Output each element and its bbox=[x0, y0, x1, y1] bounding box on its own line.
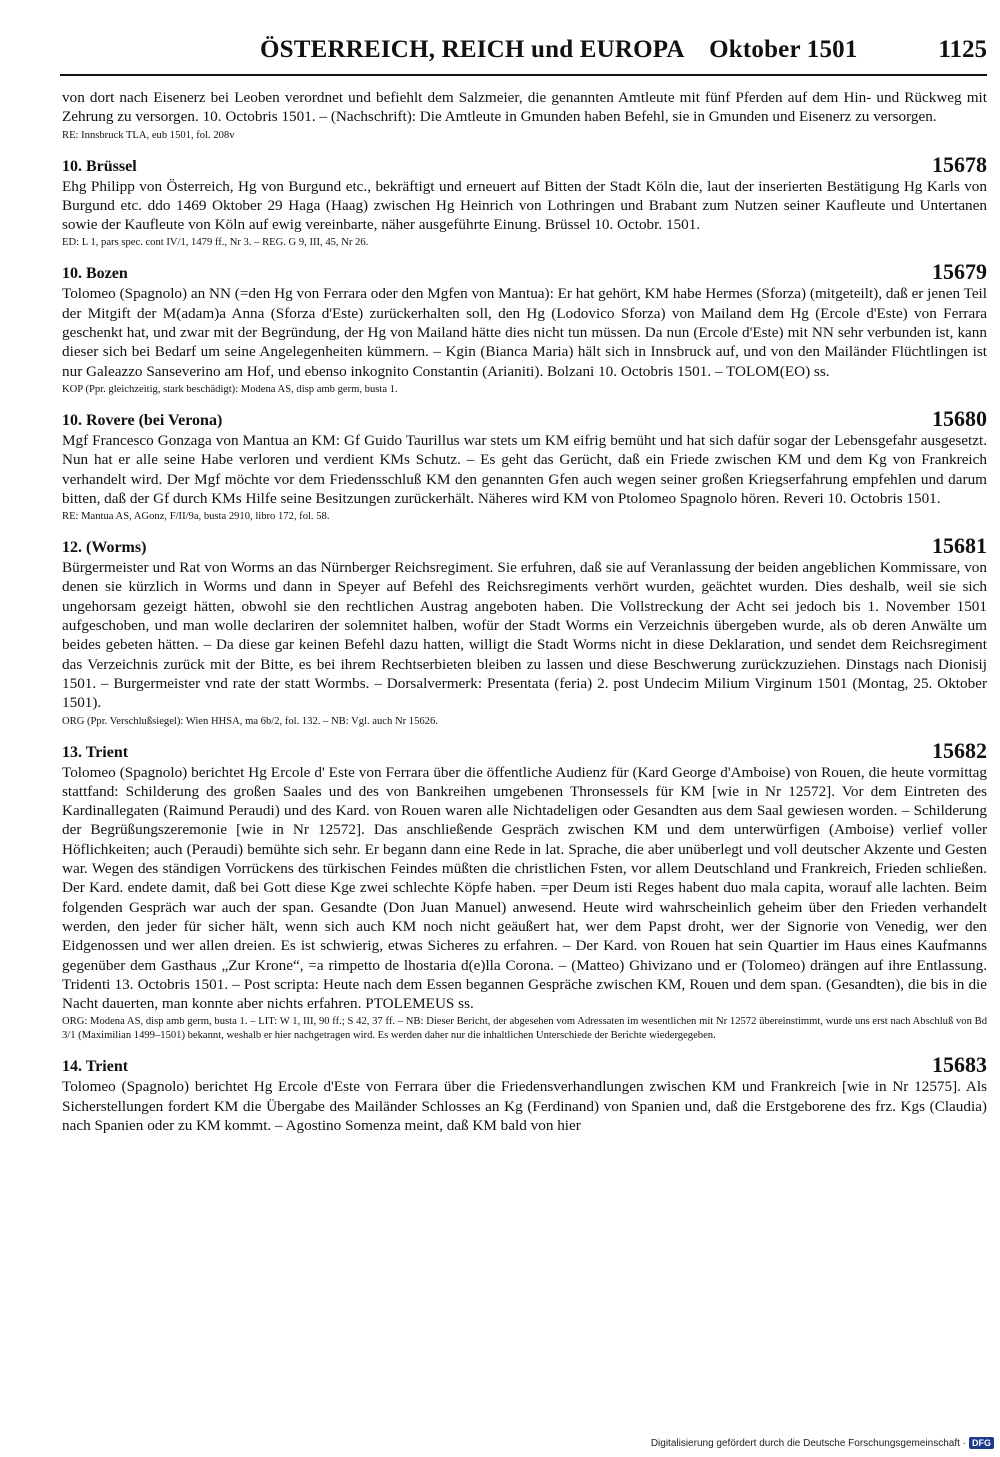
entry-source: ORG: Modena AS, disp amb germ, busta 1. – LIT: W 1, III, 90 ff.; S 42, 37 ff. – NB: Dieser Bericht, der abgesehen vom Adressaten im wesentlichen mit Nr 12572 übereinstimmt, wurde uns erst nach Abschluß von Bd 3/1 (Maximilian 1499–1501) bekannt, weshalb er hier nachgetragen wird. Es werden daher nur die inhaltlichen Unterschiede der Berichte wiedergegeben. bbox=[62, 1016, 987, 1042]
intro-source: RE: Innsbruck TLA, eub 1501, fol. 208v bbox=[62, 129, 235, 141]
entry-15679 bbox=[62, 259, 987, 396]
footer-text: Digitalisierung gefördert durch die Deutsche Forschungsgemeinschaft · bbox=[650, 1437, 966, 1449]
entry-date: 10. Brüssel bbox=[62, 157, 137, 175]
entry-header bbox=[62, 151, 987, 177]
entry-header bbox=[62, 1052, 987, 1078]
entry-text: Tolomeo (Spagnolo) an NN (=den Hg von Ferrara oder den Mgfen von Mantua): Er hat gehört, KM habe Hermes (Sforza) (mitgeteilt), daß er jenen Teil der Mitgift der M(adam)a Anna (Sforza d'Este) zurückerhalten soll, den Hg (Lodovico Sforza) von Mailand dem Hg (Ercole d'Este) von Ferrara geschenkt hat, und zwar mit der Begründung, der Hg von Mailand hätte dies nicht tun müssen. Da nun (Ercole d'Este) mit NN sehr verbunden ist, kann dieser sich bei Bedarf um seine Angelegenheiten kümmern. – Kgin (Bianca Maria) hält sich in Innsbruck auf, und von den Mailänder Flüchtlingen ist nur Galeazzo Sanseverino am Hof, und ebenso inkognito Constantin (Arianiti). Bolzani 10. Octobris 1501. – TOLOM(EO) ss. bbox=[62, 285, 987, 380]
entry-date: 12. (Worms) bbox=[62, 539, 147, 557]
digitization-footer bbox=[651, 1437, 994, 1449]
entry-source: ED: L 1, pars spec. cont IV/1, 1479 ff., Nr 3. – REG. G 9, III, 45, Nr 26. bbox=[62, 237, 369, 249]
entry-text: Tolomeo (Spagnolo) berichtet Hg Ercole d' Este von Ferrara über die öffentliche Audienz für (Kard George d'Amboise) von Rouen, die heute vormittag stattfand: Schilderung des großen Saales und des von Bankreihen umgebenen Thronsessels für KM [wie in Nr 12572]. Vor dem Eintreten des Kardinallegaten (Raimund Peraudi) und des Kard. von Rouen waren alle Nichtadeligen oder Gesandten aus dem Saal gewiesen worden. – Schilderung der Begrüßungszeremonie [wie in Nr 12572]. Das anschließende Gespräch zwischen KM und dem unterwürfigen (Amboise) verlief voller Höflichkeiten; auch (Peraudi) bemühte sich sehr. Er begann dann eine Rede in lat. Sprache, die aber unüberlegt und voll deutscher Akzente und Gesten war. Wegen des ständigen Vorrückens des türkischen Feindes müßten die christlichen Fsten, vor allem Deutschland und Frankreich, Frieden schließen. Der Kard. endete damit, daß bei Gott diese Kge zwei schlechte Köpfe haben. =per Deum isti Reges habent duo mala capita, worauf alle lachten. Beim folgenden Gespräch war auch der span. Gesandte (Don Juan Manuel) anwesend. Heute wird wahrscheinlich geheim über den Frieden verhandelt werden, den jeder für sicher hält, wenn sich auch KM noch nicht geäußert hat, wer dem Papst droht, wer der Signorie von Venedig, wer den Eidgenossen und wer allen dreien. Es ist schwierig, etwas Sicheres zu erfahren. – Der Kard. von Rouen hat sein Quartier im Haus eines Kaufmanns gegenüber dem Gasthaus „Zur Krone“, =a rimpetto de lhostaria d(e)lla Corona. – (Matteo) Ghivizano und er (Tolomeo) drängen auf ihre Entlassung. Tridenti 13. Octobris 1501. – Post scripta: Heute nach dem Essen begannen Gespräche zwischen KM, Rouen und dem span. (Gesandten), die bis in die Nacht dauerten, man konnte aber nichts erfahren. PTOLEMEUS ss. bbox=[62, 763, 987, 1013]
dfg-logo-icon: DFG bbox=[969, 1437, 994, 1449]
entry-header bbox=[62, 737, 987, 763]
entry-date: 14. Trient bbox=[62, 1058, 129, 1076]
entry-header bbox=[62, 405, 987, 431]
entry-date: 10. Rovere (bei Verona) bbox=[62, 411, 223, 429]
entry-source: KOP (Ppr. gleichzeitig, stark beschädigt): Modena AS, disp amb germ, busta 1. bbox=[62, 383, 398, 395]
entry-15680 bbox=[62, 405, 987, 524]
page-header bbox=[60, 36, 987, 76]
entry-text: Bürgermeister und Rat von Worms an das Nürnberger Reichsregiment. Sie erfuhren, daß sie auf Veranlassung der beiden angeblichen Kommissare, von denen sie kürzlich in Worms und dann in Speyer auf Befehl des Reichsregiments verhört wurden, geächtet wurden. Dies deshalb, weil sie sich ungehorsam gezeigt hätten, obwohl sie den rechtlichen Austrag angeboten haben. Die Vollstreckung der Acht sei jedoch bis 1. November 1501 aufgeschoben, und man wolle declariren der solemnitet halben, wofür der Stadt Worms ein Verzeichnis übergeben wurde, als ob deren Anwälte um beides gebeten hätten. – Da diese gar keinen Befehl dazu hatten, willigt die Stadt Worms nicht in diese Deklaration, und sendet dem Reichsregiment das Verzeichnis zurück mit der Bitte, es bei ihrem Rechtserbieten bleiben zu lassen und diese Beschwerung zurückzuziehen. Dinstags nach Dionisij 1501. – Burgermeister vnd rate der statt Wormbs. – Dorsalvermerk: Presentata (feria) 2. post Undecim Milium Virginum 1501 (Montag, 25. Oktober 1501). bbox=[62, 559, 987, 712]
intro-block bbox=[62, 88, 987, 143]
entry-number: 15681 bbox=[932, 533, 987, 559]
entry-15681 bbox=[62, 533, 987, 728]
entry-number: 15683 bbox=[932, 1052, 987, 1078]
page-number: 1125 bbox=[938, 36, 987, 63]
entry-text: Mgf Francesco Gonzaga von Mantua an KM: Gf Guido Taurillus war stets um KM eifrig bemüht und hat sich dafür sogar der Lebensgefahr ausgesetzt. Nun hat er alle seine Habe verloren und verdient KMs Schutz. – Es geht das Gerücht, daß ein Friede zwischen KM und dem Kg von Frankreich verhandelt wird. Der Mgf möchte vor dem Friedensschluß KM den genannten Gfen auch wegen seiner großen Kriegserfahrung empfehlen und darum bitten, daß der Gf durch KMs Hilfe seine Besitzungen zurückerhält. Näheres wird KM von Ptolomeo Spagnolo hören. Reveri 10. Octobris 1501. bbox=[62, 431, 987, 507]
entry-15682 bbox=[62, 737, 987, 1044]
entry-date: 13. Trient bbox=[62, 743, 129, 761]
entry-header bbox=[62, 533, 987, 559]
entry-number: 15680 bbox=[932, 405, 987, 431]
page-content bbox=[62, 88, 987, 1135]
entry-15678 bbox=[62, 151, 987, 251]
running-title: ÖSTERREICH, REICH und EUROPA Oktober 1501 bbox=[260, 36, 858, 63]
entry-source: ORG (Ppr. Verschlußsiegel): Wien HHSA, ma 6b/2, fol. 132. – NB: Vgl. auch Nr 15626. bbox=[62, 715, 438, 727]
entry-text: Tolomeo (Spagnolo) berichtet Hg Ercole d'Este von Ferrara über die Friedensverhandlungen zwischen KM und Frankreich [wie in Nr 12575]. Als Sicherstellungen fordert KM die Übergabe des Mailänder Schlosses an Kg (Ferdinand) von Spanien und, daß die Erstgeborene des frz. Kgs (Claudia) nach Spanien oder zu KM kommt. – Agostino Somenza meint, daß KM bald von hier bbox=[62, 1078, 987, 1134]
intro-text: von dort nach Eisenerz bei Leoben verordnet und befiehlt dem Salzmeier, die genannten Amtleute mit fünf Pferden auf dem Hin- und Rückweg mit Zehrung zu versorgen. 10. Octobris 1501. – (Nachschrift): Die Amtleute in Gmunden haben Befehl, sie in Gmunden und Eisenerz zu versorgen. bbox=[62, 89, 987, 126]
entry-text: Ehg Philipp von Österreich, Hg von Burgund etc., bekräftigt und erneuert auf Bitten der Stadt Köln die, laut der inserierten Bestätigung Hg Karls von Burgund etc. ddo 1469 Oktober 29 Haga (Haag) zwischen Hg Heinrich von Lothringen und Brabant zum Nutzen seiner Kaufleute und Untertanen sowie der Kaufleute von Köln auf ewig vereinbarte, näher ausgeführte Einung. Brüssel 10. Octobr. 1501. bbox=[62, 177, 987, 234]
entry-header bbox=[62, 259, 987, 285]
entry-number: 15682 bbox=[932, 737, 987, 763]
entry-number: 15679 bbox=[932, 259, 987, 285]
entry-15683 bbox=[62, 1052, 987, 1135]
entry-number: 15678 bbox=[932, 151, 987, 177]
entry-source: RE: Mantua AS, AGonz, F/II/9a, busta 2910, libro 172, fol. 58. bbox=[62, 511, 330, 523]
entry-date: 10. Bozen bbox=[62, 265, 128, 283]
